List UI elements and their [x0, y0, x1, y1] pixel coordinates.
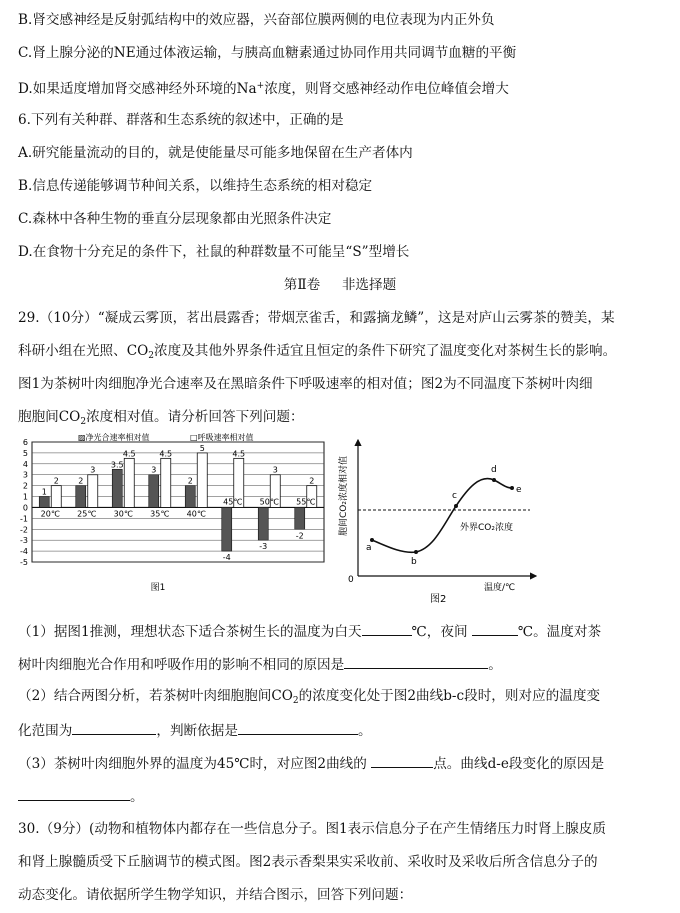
q6-option-c: C.森林中各种生物的垂直分层现象都由光照条件决定 — [18, 211, 332, 227]
fig2-point-b — [414, 550, 418, 554]
q29-part-1-line-1: （1）据图1推测，理想状态下适合茶树生长的温度为白天 ℃，夜间 ℃。温度对茶 — [18, 621, 601, 641]
fig1-net-data-label: 2 — [187, 476, 193, 486]
fig2-point-d — [492, 478, 496, 482]
answer-blank-night-temp[interactable] — [472, 621, 518, 636]
fig1-category-label: 40℃ — [186, 509, 206, 519]
q29-line-4: 胞胞间$CO_2$浓度相对值。请分析回答下列问题： — [18, 409, 304, 427]
fig1-net-data-label: -2 — [295, 531, 304, 541]
fig1-resp-data-label: 5 — [199, 443, 205, 453]
answer-blank-temp-range[interactable] — [72, 720, 156, 735]
fig1-y-tick-label: -1 — [20, 514, 28, 524]
fig1-bar-net — [149, 475, 159, 508]
fig1-y-tick-label: 0 — [22, 503, 28, 513]
fig1-category-label: 50℃ — [259, 497, 279, 507]
fig2-origin-label: 0 — [348, 575, 354, 585]
fig1-resp-data-label: 4.5 — [122, 449, 136, 459]
q29-line-3: 图1为茶树叶肉细胞净光合速率及在黑暗条件下呼吸速率的相对值；图2为不同温度下茶树叶肉细 — [18, 376, 593, 392]
fig1-y-tick-label: -5 — [20, 558, 28, 567]
fig1-bar-resp — [124, 458, 134, 507]
fig1-net-data-label: 2 — [78, 476, 84, 486]
q6-option-a: A.研究能量流动的目的，就是使能量尽可能多地保留在生产者体内 — [18, 145, 413, 161]
fig1-resp-data-label: 2 — [53, 476, 59, 486]
q29-line-1: 29.（10分）“凝成云雾顶，茗出晨露香；带烟烹雀舌，和露摘龙鳞”，这是对庐山云雾茶的赞美，某 — [18, 310, 615, 326]
fig1-category-label: 30℃ — [113, 509, 133, 519]
q30-line-3: 动态变化。请依据所学生物学知识，并结合图示，回答下列问题： — [18, 887, 413, 903]
q5-option-b: B.肾交感神经是反射弧结构中的效应器，兴奋部位膜两侧的电位表现为内正外负 — [18, 12, 495, 28]
fig1-bar-net — [112, 469, 122, 507]
answer-blank-basis[interactable] — [238, 720, 358, 735]
q6-option-d: D.在食物十分充足的条件下，社鼠的种群数量不可能呈“S”型增长 — [18, 244, 410, 260]
answer-blank-reason-1[interactable] — [344, 654, 488, 669]
q5-option-c: C.肾上腺分泌的NE通过体液运输，与胰高血糖素通过协同作用共同调节血糖的平衡 — [18, 45, 517, 61]
figure-2-line-chart — [334, 436, 540, 606]
fig1-resp-data-label: 3 — [90, 465, 96, 475]
fig1-resp-data-label: 4.5 — [159, 449, 173, 459]
fig2-y-axis-label: 胞间CO₂浓度相对值 — [339, 456, 349, 536]
fig2-point-e — [510, 486, 514, 490]
fig1-bar-resp — [51, 486, 61, 508]
fig2-label-e: e — [516, 485, 522, 495]
fig2-point-c — [454, 504, 458, 508]
q29-part-2-line-2: 化范围为 ，判断依据是 。 — [18, 720, 372, 740]
fig1-net-data-label: -4 — [222, 553, 231, 563]
fig1-y-tick-label: -2 — [20, 525, 28, 535]
fig2-x-axis-label: 温度/℃ — [484, 583, 516, 593]
fig1-bar-net — [295, 507, 305, 529]
fig1-resp-data-label: 3 — [272, 465, 278, 475]
q5-option-d: D.如果适度增加肾交感神经外环境的Na+浓度，则肾交感神经动作电位峰值会增大 — [18, 81, 509, 97]
fig1-net-data-label: 1 — [41, 487, 47, 497]
fig1-resp-data-label: 2 — [309, 476, 315, 486]
fig1-category-label: 20℃ — [40, 509, 60, 519]
fig1-net-data-label: 3 — [151, 465, 157, 475]
fig1-category-label: 45℃ — [223, 497, 243, 507]
section-title: 第Ⅱ卷 非选择题 — [283, 277, 397, 293]
fig2-reference-label: 外界CO₂浓度 — [460, 523, 513, 533]
fig1-category-label: 55℃ — [296, 497, 316, 507]
fig2-label-d: d — [491, 465, 497, 475]
fig1-y-tick-label: 3 — [22, 470, 28, 480]
fig1-caption: 图1 — [150, 583, 166, 593]
fig2-label-b: b — [411, 557, 417, 567]
q29-part-2-line-1: （2）结合两图分析，若茶树叶肉细胞胞间$CO_2$的浓度变化处于图2曲线b-c段时，则对应的温度变 — [18, 688, 601, 706]
fig2-label-c: c — [452, 491, 457, 501]
fig1-y-tick-label: 4 — [22, 459, 28, 469]
fig1-y-tick-label: 5 — [22, 448, 28, 458]
fig1-category-label: 25℃ — [77, 509, 97, 519]
fig1-y-tick-label: 6 — [22, 438, 28, 447]
q29-part-3-line-2: 。 — [18, 786, 144, 806]
q30-line-1: 30.（9分）(动物和植物体内都存在一些信息分子。图1表示信息分子在产生情绪压力时肾上腺皮质 — [18, 821, 606, 837]
fig1-net-data-label: -3 — [259, 542, 268, 552]
fig1-bar-resp — [197, 453, 207, 508]
fig1-bar-net — [76, 486, 86, 508]
answer-blank-reason-3[interactable] — [18, 786, 130, 801]
fig1-y-tick-label: 1 — [22, 492, 28, 502]
fig1-bar-net — [185, 486, 195, 508]
fig1-bar-resp — [161, 458, 171, 507]
fig1-net-data-label: 3.5 — [110, 460, 124, 470]
fig1-category-label: 35℃ — [150, 509, 170, 519]
fig2-point-a — [370, 538, 374, 542]
figure-1-bar-chart — [8, 432, 330, 602]
q6-option-b: B.信息传递能够调节种间关系，以维持生态系统的相对稳定 — [18, 178, 373, 194]
fig1-y-tick-label: 2 — [22, 481, 28, 491]
q6-stem: 6.下列有关种群、群落和生态系统的叙述中，正确的是 — [18, 112, 344, 128]
fig1-y-tick-label: -3 — [20, 536, 28, 546]
fig2-caption: 图2 — [430, 594, 447, 605]
q29-line-2: 科研小组在光照、$CO_2$浓度及其他外界条件适宜且恒定的条件下研究了温度变化对茶树生长的影响。 — [18, 343, 617, 361]
fig1-resp-data-label: 4.5 — [232, 449, 246, 459]
fig1-legend-resp: □呼吸速率相对值 — [190, 433, 254, 442]
fig1-legend-net: ▨净光合速率相对值 — [78, 433, 150, 442]
answer-blank-point[interactable] — [371, 753, 433, 768]
fig1-bar-net — [258, 507, 268, 540]
fig2-curve — [372, 479, 512, 553]
fig1-bar-net — [222, 507, 232, 551]
fig1-y-tick-label: -4 — [20, 547, 28, 557]
fig1-bar-net — [39, 497, 49, 508]
fig2-label-a: a — [366, 543, 372, 553]
fig1-bar-resp — [88, 475, 98, 508]
answer-blank-day-temp[interactable] — [362, 621, 412, 636]
q29-part-1-line-2: 树叶肉细胞光合作用和呼吸作用的影响不相同的原因是 。 — [18, 654, 502, 674]
q30-line-2: 和肾上腺髓质受下丘脑调节的模式图。图2表示香梨果实采收前、采收时及采收后所含信息分子的 — [18, 854, 598, 870]
q29-part-3-line-1: （3）茶树叶肉细胞外界的温度为45℃时，对应图2曲线的 点。曲线d-e段变化的原因是 — [18, 753, 604, 773]
